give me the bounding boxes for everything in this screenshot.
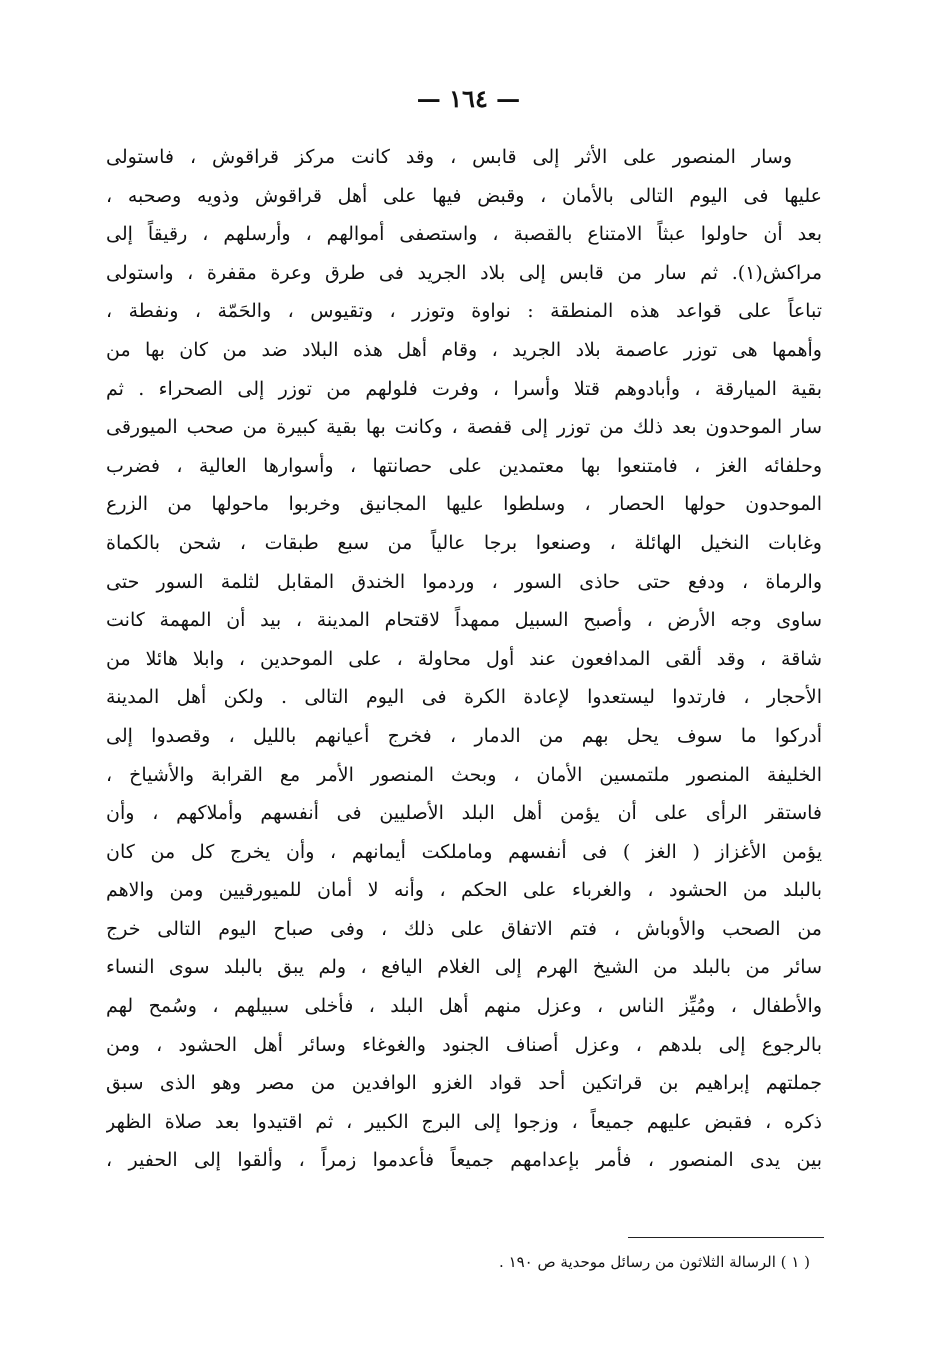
text-line: الخليفة المنصور ملتمسين الأمان ، وبحث المنصور الأمر مع القرابة والأشياخ ، [106, 763, 822, 786]
text-line: الموحدون حولها الحصار ، وسلطوا عليها المجانيق وخربوا ماحولها من الزرع [106, 493, 822, 516]
text-line: جملتهم إبراهيم بن قراتكين أحد قواد الغزو الوافدين من مصر وهو الذى سبق [106, 1072, 822, 1095]
text-line: بعد أن حاولوا عبثاً الامتناع بالقصبة ، واستصفى أموالهم ، وأرسلهم ، رقيقاً إلى [106, 223, 822, 246]
text-line: والأطفال ، ومُيِّز الناس ، وعزل منهم أهل البلد ، فأخلى سبيلهم ، وسُمح لهم [106, 995, 822, 1018]
text-line: الأحجار ، فارتدوا ليستعدوا لإعادة الكرة فى اليوم التالى . ولكن أهل المدينة [106, 686, 822, 709]
text-line: من الصحب والأوباش ، فتم الاتفاق على ذلك ، وفى صباح اليوم التالى خرج [106, 917, 822, 940]
page-number: — ١٦٤ — [416, 84, 521, 113]
text-line: فاستقر الرأى على أن يؤمن أهل البلد الأصليين فى أنفسهم وأملاكهم ، وأن [106, 802, 822, 825]
text-line: سائر من بالبلد من الشيخ الهرم إلى الغلام اليافع ، ولم يبق بالبلد سوى النساء [106, 956, 822, 979]
text-line: والرماة ، ودفع حتى حاذى السور ، وردموا الخندق المقابل لثلمة السور حتى [106, 570, 822, 593]
text-line: بقية الميارقة ، وأبادوهم قتلا وأسرا ، وفرت فلولهم من توزر إلى الصحراء . ثم [106, 377, 822, 400]
text-line: وأهمها هى توزر عاصمة بلاد الجريد ، وقام أهل هذه البلاد ضد من كان بها من [106, 338, 822, 361]
text-line: وغابات النخيل الهائلة ، وصنعوا برجا عالياً من سبع طبقات ، شحن بالكماة [106, 531, 822, 554]
text-line: وحلفائه الغز ، فامتنعوا بها معتمدين على حصانتها ، وأسوارها العالية ، فضرب [106, 454, 822, 477]
text-line: ساوى وجه الأرض ، وأصبح السبيل ممهداً لاقتحام المدينة ، بيد أن المهمة كانت [106, 609, 822, 632]
body-text [106, 138, 822, 1180]
text-line: شاقة ، وقد ألقى المدافعون عند أول محاولة ، على الموحدين ، وابلا هائلا من [106, 647, 822, 670]
text-line: عليها فى اليوم التالى بالأمان ، وقبض فيها على أهل قراقوش وذويه وصحبه ، [106, 184, 822, 207]
text-line: يؤمن الأغزاز ( الغز ) فى أنفسهم وماملكت أيمانهم ، وأن يخرج كل من كان [106, 840, 822, 863]
text-line: بالبلد من الحشود ، والغرباء على الحكم ، وأنه لا أمان للميورقيين ومن والاهم [106, 879, 822, 902]
text-line: وسار المنصور على الأثر إلى قابس ، وقد كانت مركز قراقوش ، فاستولى [106, 146, 792, 168]
footnote: ( ١ ) الرسالة الثلاثون من رسائل موحدية ص ١٩٠ . [499, 1253, 810, 1271]
text-line: مراكش(١). ثم سار من قابس إلى بلاد الجريد فى طرق وعرة مقفرة ، واستولى [106, 261, 822, 284]
text-line: بالرجوع إلى بلدهم ، وعزل أصناف الجنود والغوغاء وسائر أهل الحشود ، ومن [106, 1033, 822, 1056]
text-line: أدركوا ما سوف يحل بهم من الدمار ، فخرج أعيانهم بالليل ، وقصدوا إلى [106, 724, 822, 747]
text-line: تباعاً على قواعد هذه المنطقة : نواوة وتوزر ، وتقيوس ، والحَمّة ، ونفطة ، [106, 300, 822, 323]
text-line: سار الموحدون بعد ذلك من توزر إلى قفصة ، وكانت بها بقية كبيرة من صحب الميورقى [106, 416, 822, 439]
text-line: بين يدى المنصور ، فأمر بإعدامهم جميعاً فأعدموا زمراً ، وألقوا إلى الحفير ، [106, 1149, 822, 1172]
footnote-divider [628, 1237, 824, 1238]
text-line: ذكره ، فقبض عليهم جميعاً ، وزجوا إلى البرج الكبير ، ثم اقتيدوا بعد صلاة الظهر [106, 1110, 822, 1133]
